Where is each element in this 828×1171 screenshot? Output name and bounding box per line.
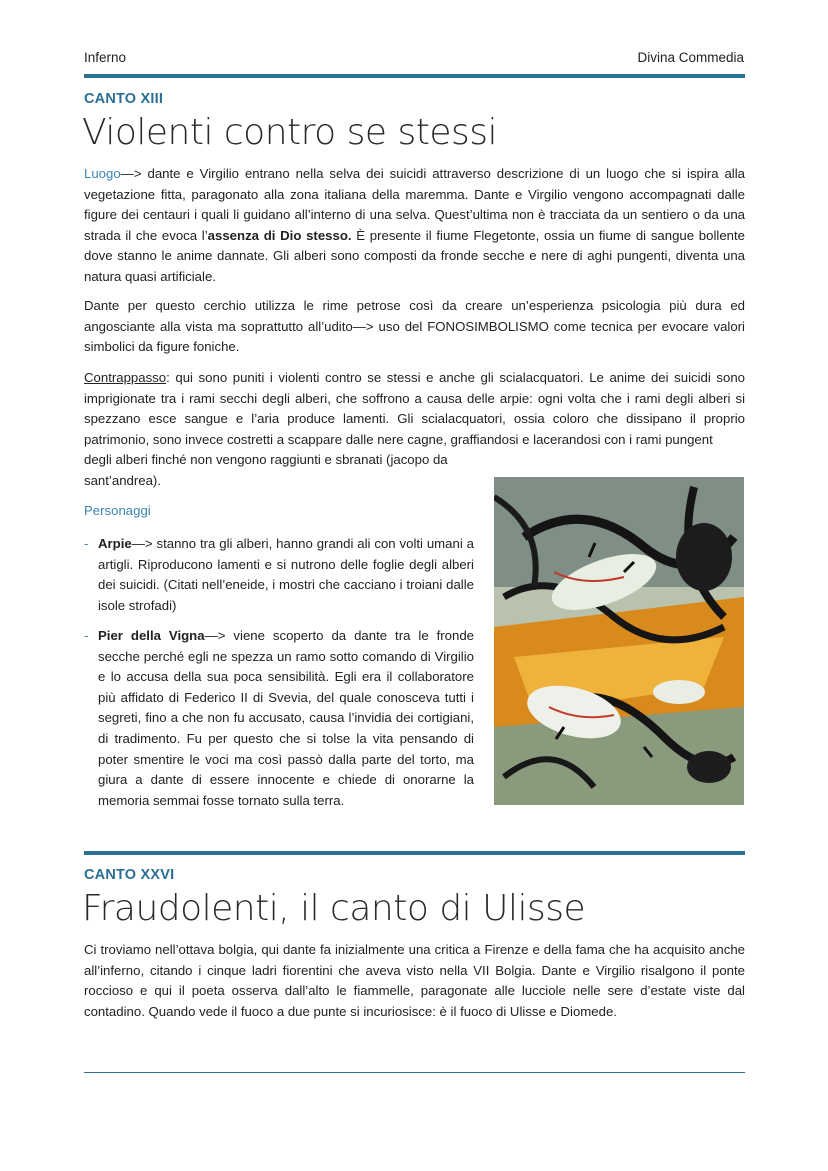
header-left: Inferno: [84, 50, 127, 65]
header-right: Divina Commedia: [637, 50, 744, 65]
list-item-text: [98, 626, 474, 811]
list-item-pier-della-vigna: [84, 626, 474, 811]
bullet-dash: -: [84, 536, 89, 551]
bullet-dash: -: [84, 628, 89, 643]
luogo-text-a: —> dante e Virgilio entrano nella selva dei suicidi attraverso descrizione di un luogo che si ispira alla vegetazione fitta, paragonato alla zona italiana della maremma. Dante e Virgilio vengono accompagnati dalle figure dei centauri i quali li guidano all’interno di una selva. Quest’ultima non è tracciata da un sentiero o da una strada il che evoca l’: [84, 166, 745, 243]
list-item-arpie: [84, 534, 474, 616]
canto-heading: CANTO XIII: [84, 91, 164, 107]
luogo-bold: assenza di Dio stesso.: [207, 227, 352, 243]
paragraph-rime: Dante per questo cerchio utilizza le rime petrose così da creare un’esperienza psicologia più dura ed angosciante alla vista ma soprattutto all’udito—> uso del FONOSIMBOLISMO come tecnica per evocare valori simbolici da figure foniche.: [84, 298, 745, 355]
list-item-desc: —> stanno tra gli alberi, hanno grandi ali con volti umani a artigli. Riproducono lamenti e si nutrono delle foglie degli alberi dei suicidi. (Citati nell’eneide, i mostri che cacciano i troiani dalle isole strofadi): [98, 536, 474, 613]
list-item-text: [98, 534, 474, 616]
header-rule: [84, 74, 745, 78]
canto-heading: CANTO XXVI: [84, 867, 175, 883]
paragraph-luogo: [84, 164, 745, 288]
luogo-label: Luogo: [84, 166, 121, 181]
luogo-text-b: È presente il fiume Flegetonte, ossia un fiume di sangue bollente dove stanno le anime dannate. Gli alberi sono composti da fronde secche e nere di aghi pungenti, diventa una natura quasi artificiale.: [84, 227, 745, 284]
paragraph-contrappasso: [84, 368, 745, 450]
paragraph-contrappasso-tail: degli alberi finché non vengono raggiunti e sbranati (jacopo da sant’andrea).: [84, 452, 448, 488]
harpies-forest-illustration: [494, 477, 744, 805]
list-item-name: Pier della Vigna: [98, 628, 205, 643]
section-rule: [84, 851, 745, 855]
section-title: Fraudolenti, il canto di Ulisse: [82, 888, 586, 929]
footer-rule: [84, 1072, 745, 1073]
list-item-name: Arpie: [98, 536, 132, 551]
section-title: Violenti contro se stessi: [82, 112, 497, 153]
personaggi-heading: Personaggi: [84, 503, 151, 518]
paragraph-ulisse: Ci troviamo nell’ottava bolgia, qui dante fa inizialmente una critica a Firenze e della fama che ha acquisito anche all’inferno, citando i cinque ladri fiorentini che aveva visto nella VII Bolgia. Dante e Virgilio risalgono il ponte roccioso e qui il poeta osserva dall’alto le fiammelle, paragonate alle lucciole nelle sere d’estate viste dal contadino. Quando vede il fuoco a due punte si incuriosisce: è il fuoco di Ulisse e Diomede.: [84, 942, 745, 1019]
list-item-desc: —> viene scoperto da dante tra le fronde secche perché egli ne spezza un ramo sotto comando di Virgilio e lo accusa della sua poca sensibilità. Egli era il collaboratore più affidato di Federico II di Svevia, del quale conosceva tutti i segreti, fino a che non fu accusato, causa l’invidia dei cortigiani, di tradimento. Fu per questo che si tolse la vita pensando di poter smentire le voci ma così passò dalla parte del torto, ma giura a dante di essere innocente e chiede di onorarne la memoria semmai fosse tornato sulla terra.: [98, 628, 475, 808]
contrappasso-label: Contrappasso: [84, 370, 167, 385]
contrappasso-text: : qui sono puniti i violenti contro se stessi e anche gli scialacquatori. Le anime dei suicidi sono imprigionate tra i rami secchi degli alberi, che soffrono a causa delle arpie: ogni volta che i rami degli alberi si spezzano esce sangue e l’aria produce lamenti. Gli scialacquatori, ossia coloro che dissipano il proprio patrimonio, sono invece costretti a scappare dalle nere cagne, graffiandosi e lacerandosi con i rami pungent: [84, 370, 745, 447]
